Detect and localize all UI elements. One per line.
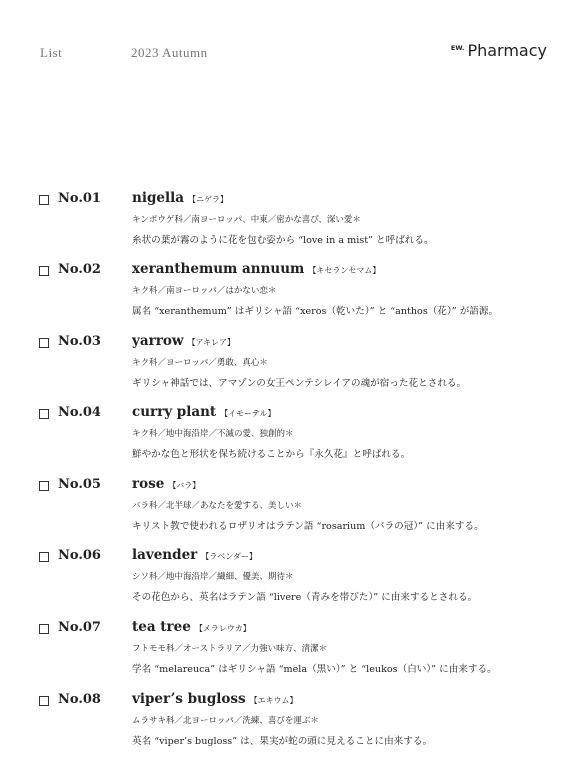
item-kana: 【エキウム】 xyxy=(249,696,298,705)
checkbox[interactable] xyxy=(39,266,49,276)
item-kana: 【ラベンダー】 xyxy=(201,552,257,561)
list-item xyxy=(0,477,587,543)
item-meta: キンポウゲ科／南ヨーロッパ、中東／密かな喜び、深い愛＊ xyxy=(132,215,361,225)
item-description: ギリシャ神話では、アマゾンの女王ペンテシレイアの魂が宿った花とされる。 xyxy=(132,378,467,389)
list-item xyxy=(0,191,587,257)
item-name: curry plant xyxy=(132,404,217,420)
list-item xyxy=(0,334,587,400)
item-title xyxy=(132,691,298,707)
list-item xyxy=(0,620,587,686)
item-meta: キク科／地中海沿岸／不滅の愛、独創的＊ xyxy=(132,429,294,439)
item-meta: バラ科／北半球／あなたを愛する、美しい＊ xyxy=(132,501,303,511)
item-number: No.01 xyxy=(58,191,101,206)
item-number: No.04 xyxy=(58,405,101,420)
brand-logo xyxy=(451,41,547,60)
item-description: 糸状の葉が霧のように花を包む姿から “love in a mist” と呼ばれる。 xyxy=(132,235,434,246)
item-name: xeranthemum annuum xyxy=(132,261,305,277)
item-kana: 【キセランセマム】 xyxy=(308,266,381,275)
item-title xyxy=(132,547,257,563)
item-number: No.02 xyxy=(58,262,101,277)
item-name: tea tree xyxy=(132,619,191,635)
brand-mark: EW. xyxy=(450,44,465,52)
item-title xyxy=(132,190,228,206)
item-number: No.05 xyxy=(58,477,101,492)
list-label: List xyxy=(40,45,63,60)
item-name: viper’s bugloss xyxy=(132,691,246,707)
item-description: 英名 “viper’s bugloss” は、果実が蛇の頭に見えることに由来する。 xyxy=(132,736,433,747)
item-description: その花色から、英名はラテン語 “livere（青みを帯びた）” に由来するとされる。 xyxy=(132,592,478,603)
checkbox[interactable] xyxy=(39,624,49,634)
list-item xyxy=(0,692,587,758)
item-title xyxy=(132,619,251,635)
item-title xyxy=(132,404,275,420)
item-description: 学名 “melareuca” はギリシャ語 “mela（黒い）” と “leukos（白い）” に由来する。 xyxy=(132,664,497,675)
list-item xyxy=(0,548,587,614)
checkbox[interactable] xyxy=(39,696,49,706)
item-number: No.03 xyxy=(58,334,101,349)
list-item xyxy=(0,405,587,471)
item-number: No.07 xyxy=(58,620,101,635)
page-header xyxy=(0,0,587,70)
item-number: No.06 xyxy=(58,548,101,563)
item-description: キリスト教で使われるロザリオはラテン語 “rosarium（バラの冠）” に由来する。 xyxy=(132,521,484,532)
item-meta: キク科／ヨーロッパ／勇敢、真心＊ xyxy=(132,358,268,368)
item-title xyxy=(132,333,235,349)
item-meta: キク科／南ヨーロッパ／はかない恋＊ xyxy=(132,286,277,296)
item-kana: 【イモーテル】 xyxy=(220,409,276,418)
item-meta: フトモモ科／オーストラリア／力強い味方、清潔＊ xyxy=(132,644,328,654)
brand-name: Pharmacy xyxy=(467,41,547,60)
item-name: rose xyxy=(132,476,165,492)
item-name: nigella xyxy=(132,190,184,206)
item-number: No.08 xyxy=(58,692,101,707)
item-title xyxy=(132,261,380,277)
item-kana: 【メラレウカ】 xyxy=(194,624,251,633)
list-item xyxy=(0,262,587,328)
item-kana: 【バラ】 xyxy=(168,481,201,490)
season-label: 2023 Autumn xyxy=(131,45,208,60)
checkbox[interactable] xyxy=(39,481,49,491)
item-meta: シソ科／地中海沿岸／繊細、優美、期待＊ xyxy=(132,572,294,582)
item-kana: 【アキレア】 xyxy=(187,338,236,347)
item-meta: ムラサキ科／北ヨーロッパ／洗練、喜びを運ぶ＊ xyxy=(132,716,319,726)
item-description: 鮮やかな色と形状を保ち続けることから『永久花』と呼ばれる。 xyxy=(132,449,411,460)
checkbox[interactable] xyxy=(39,195,49,205)
item-name: yarrow xyxy=(132,333,184,349)
checkbox[interactable] xyxy=(39,338,49,348)
item-kana: 【ニゲラ】 xyxy=(187,195,228,204)
item-name: lavender xyxy=(132,547,198,563)
item-title xyxy=(132,476,200,492)
checkbox[interactable] xyxy=(39,552,49,562)
checkbox[interactable] xyxy=(39,409,49,419)
item-description: 属名 “xeranthemum” はギリシャ語 “xeros（乾いた）” と “anthos（花）” が語源。 xyxy=(132,306,499,317)
